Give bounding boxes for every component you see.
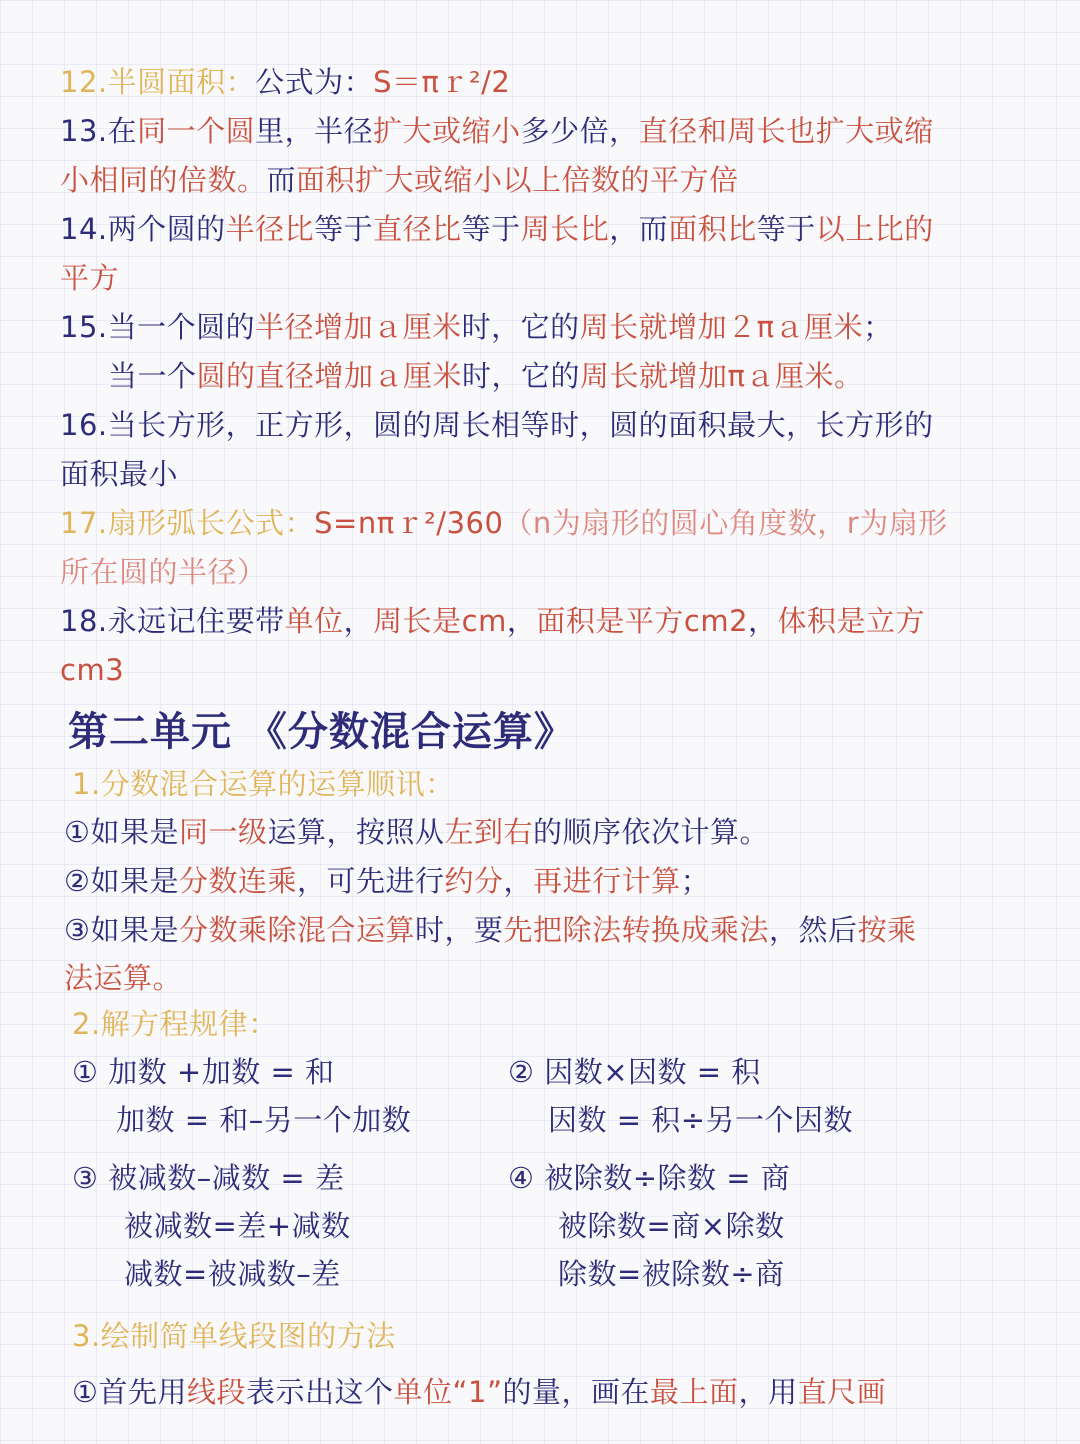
text-run: 最上面 (650, 1375, 739, 1409)
text-run: ， (506, 604, 537, 638)
text-run: 单位“1” (393, 1375, 503, 1409)
rule-multiplication-inverse: 因数 = 积÷另一个因数 (548, 1103, 854, 1137)
text-run: 表示出这个 (246, 1375, 394, 1409)
text-run: 体积是立方 (777, 604, 926, 638)
text-run: ， (343, 604, 374, 638)
rule-subtraction: ③ 被减数–减数 = 差 (72, 1161, 345, 1195)
text-run: 时，它的 (462, 359, 581, 393)
text-run: 按乘 (857, 913, 917, 947)
text-run: 约分 (444, 864, 504, 898)
text-run: 周长是cm (373, 604, 507, 638)
text-run: 再进行 (533, 864, 622, 898)
rule-subtraction-inverse1: 被减数=差+减数 (124, 1209, 351, 1243)
text-run: ①如果是 (64, 815, 179, 849)
text-run: 17.扇形弧长公式： (60, 506, 315, 540)
rule-multiplication: ② 因数×因数 = 积 (508, 1055, 761, 1089)
item-16-line1: 16.当长方形，正方形，圆的周长相等时，圆的面积最大，长方形的 (60, 408, 934, 442)
text-run: 时，要 (415, 913, 504, 947)
text-run: 周长就增加２πａ厘米 (579, 310, 864, 344)
text-run: 线段 (187, 1375, 247, 1409)
text-run: 18.永远记住要带 (60, 604, 285, 638)
text-run: 单位 (284, 604, 344, 638)
item-12-label: 12.半圆面积： (60, 65, 256, 99)
rule-addition-inverse: 加数 = 和–另一个加数 (116, 1103, 412, 1137)
text-run: ； (680, 864, 711, 898)
text-run: 面积是平方cm2 (536, 604, 749, 638)
item-16-line2: 面积最小 (60, 457, 179, 491)
text-run: 的顺序依次计算。 (533, 815, 770, 849)
text-run: ①首先用 (72, 1375, 187, 1409)
text-run: 当一个 (108, 359, 197, 393)
text-run: （n为扇形的圆心角度数，r为扇形 (503, 506, 948, 540)
text-run: 同一级 (179, 815, 268, 849)
item-13-line1 (60, 111, 934, 151)
rule-subtraction-inverse2: 减数=被减数–差 (124, 1257, 341, 1291)
section1-rule3 (64, 910, 917, 950)
text-run: 时，它的 (461, 310, 580, 344)
text-run: ，而 (609, 212, 669, 246)
text-run: 先把除法转换成乘法 (503, 913, 770, 947)
text-run: ，然后 (769, 913, 858, 947)
rule-addition: ① 加数 +加数 = 和 (72, 1055, 335, 1089)
text-run: 平方 (60, 261, 120, 295)
item-18-line2: cm3 (60, 653, 125, 687)
text-run: 半径比 (225, 212, 315, 246)
text-run: 14.两个圆的 (60, 212, 226, 246)
item-18-line1 (60, 601, 925, 641)
text-run: 以上比的 (815, 212, 934, 246)
text-run: ， (503, 864, 534, 898)
text-run: 扩大或缩小 (373, 114, 521, 148)
text-run: 周长就增加πａ厘米。 (580, 359, 864, 393)
text-run: 13.在 (60, 114, 138, 148)
text-run: ，用 (738, 1375, 798, 1409)
text-run: 里，半径 (255, 114, 374, 148)
text-run: 面积比 (668, 212, 757, 246)
text-run: 等于 (756, 212, 816, 246)
text-run: 分数乘除混合运算 (179, 913, 416, 947)
text-run: 的量，画在 (502, 1375, 651, 1409)
item-14-line2 (60, 258, 119, 298)
section3-title: 3.绘制简单线段图的方法 (72, 1319, 396, 1353)
text-run: 同一个圆 (137, 114, 256, 148)
item-12 (60, 62, 510, 102)
item-17-line2: 所在圆的半径） (60, 555, 267, 589)
text-run: 等于 (461, 212, 521, 246)
text-run: 半径增加ａ厘米 (255, 310, 462, 344)
item-12-text: 公式为： (255, 65, 374, 99)
text-run: ②如果是 (64, 864, 179, 898)
section2-title: 2.解方程规律： (72, 1007, 278, 1041)
text-run: 圆的直径增加ａ厘米 (196, 359, 463, 393)
text-run: ，可先进行 (297, 864, 445, 898)
item-15-line2 (108, 356, 864, 396)
text-run: 而 (266, 163, 297, 197)
text-run: 15.当一个圆的 (60, 310, 256, 344)
text-run: 周长比 (520, 212, 610, 246)
item-15-line1 (60, 307, 893, 347)
text-run: 多少倍， (520, 114, 639, 148)
section1-title: 1.分数混合运算的运算顺讯： (72, 767, 455, 801)
item-17-line1 (60, 503, 948, 543)
item-14-line1 (60, 209, 934, 249)
section1-rule1 (64, 812, 769, 852)
text-run: 面积扩大或缩小以上倍数的平方倍 (296, 163, 739, 197)
text-run: ③如果是 (64, 913, 179, 947)
text-run: 分数连乘 (179, 864, 298, 898)
rule-division: ④ 被除数÷除数 = 商 (508, 1161, 791, 1195)
section3-rule1 (72, 1372, 886, 1412)
text-run: 等于 (314, 212, 374, 246)
text-run: 小相同的倍数。 (60, 163, 267, 197)
text-run: 计算 (621, 864, 681, 898)
text-run: 直径比 (373, 212, 462, 246)
rule-division-inverse1: 被除数=商×除数 (558, 1209, 785, 1243)
text-run: 左到右 (444, 815, 534, 849)
text-run: ； (863, 310, 893, 344)
unit2-title: 第二单元 《分数混合运算》 (68, 709, 575, 755)
text-run: 运算，按照从 (267, 815, 445, 849)
text-run: 直尺画 (797, 1375, 887, 1409)
section1-rule2 (64, 861, 710, 901)
section1-rule3-cont: 法运算。 (64, 961, 183, 995)
rule-division-inverse2: 除数=被除数÷商 (558, 1257, 785, 1291)
text-run: ， (748, 604, 778, 638)
text-run: 直径和周长也扩大或缩 (638, 114, 934, 148)
text-run: S=nπｒ²/360 (314, 506, 504, 540)
item-13-line2 (60, 160, 739, 200)
item-12-formula: S＝πｒ²/2 (373, 65, 511, 99)
